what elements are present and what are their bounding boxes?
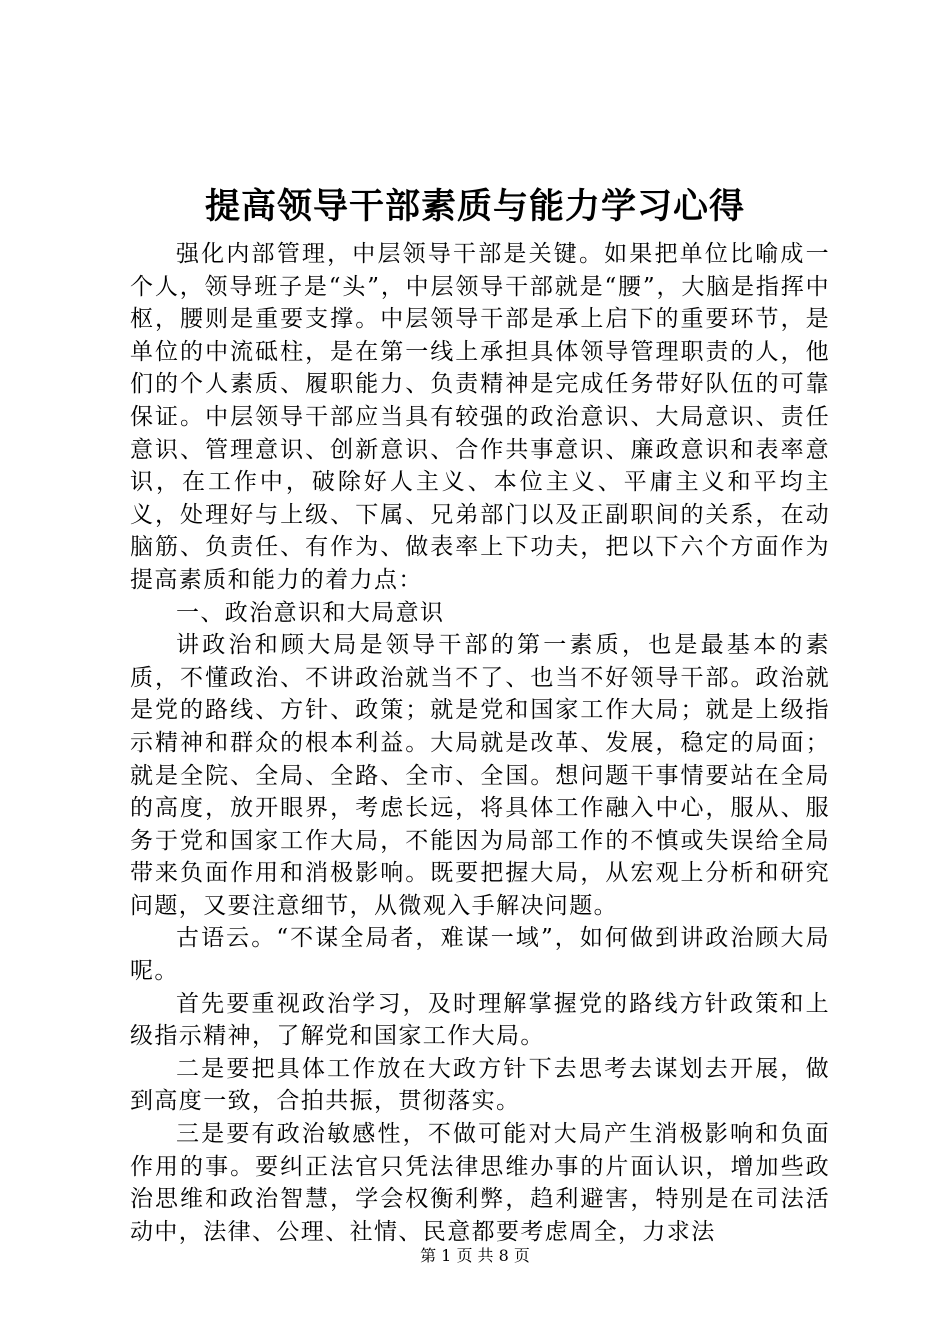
paragraph-politics: 讲政治和顾大局是领导干部的第一素质，也是最基本的素质，不懂政治、不讲政治就当不了、也当不好领导干部。政治就是党的路线、方针、政策；就是党和国家工作大局；就是上级指示精神和群众的根本利益。大局就是改革、发展，稳定的局面；就是全院、全局、全路、全市、全国。想问题干事情要站在全局的高度，放开眼界，考虑长远，将具体工作融入中心，服从、服务于党和国家工作大局，不能因为局部工作的不慎或失误给全局带来负面作用和消极影响。既要把握大局，从宏观上分析和研究问题，又要注意细节，从微观入手解决问题。	[130, 632, 830, 919]
paragraph-point-3: 三是要有政治敏感性，不做可能对大局产生消极影响和负面作用的事。要纠正法官只凭法律思维办事的片面认识，增加些政治思维和政治智慧，学会权衡利弊，趋利避害，特别是在司法活动中，法律、公理、社情、民意都要考虑周全，力求法	[130, 1121, 830, 1245]
document-title: 提高领导干部素质与能力学习心得	[204, 186, 745, 227]
paragraph-point-2: 二是要把具体工作放在大政方针下去思考去谋划去开展，做到高度一致，合拍共振，贯彻落实。	[130, 1055, 830, 1115]
paragraph-proverb: 古语云。“不谋全局者，难谋一域”，如何做到讲政治顾大局呢。	[130, 925, 830, 985]
paragraph-intro: 强化内部管理，中层领导干部是关键。如果把单位比喻成一个人，领导班子是“头”，中层领导干部就是“腰”，大脑是指挥中枢，腰则是重要支撑。中层领导干部是承上启下的重要环节，是单位的中流砥柱，是在第一线上承担具体领导管理职责的人，他们的个人素质、履职能力、负责精神是完成任务带好队伍的可靠保证。中层领导干部应当具有较强的政治意识、大局意识、责任意识、管理意识、创新意识、合作共事意识、廉政意识和表率意识，在工作中，破除好人主义、本位主义、平庸主义和平均主义，处理好与上级、下属、兄弟部门以及正副职间的关系，在动脑筋、负责任、有作为、做表率上下功夫，把以下六个方面作为提高素质和能力的着力点：	[130, 241, 830, 593]
section-heading: 一、政治意识和大局意识	[176, 599, 445, 626]
page-number: 第 1 页 共 8 页	[420, 1246, 530, 1265]
paragraph-point-1: 首先要重视政治学习，及时理解掌握党的路线方针政策和上级指示精神，了解党和国家工作大局。	[130, 990, 830, 1050]
document-body	[130, 238, 830, 1248]
